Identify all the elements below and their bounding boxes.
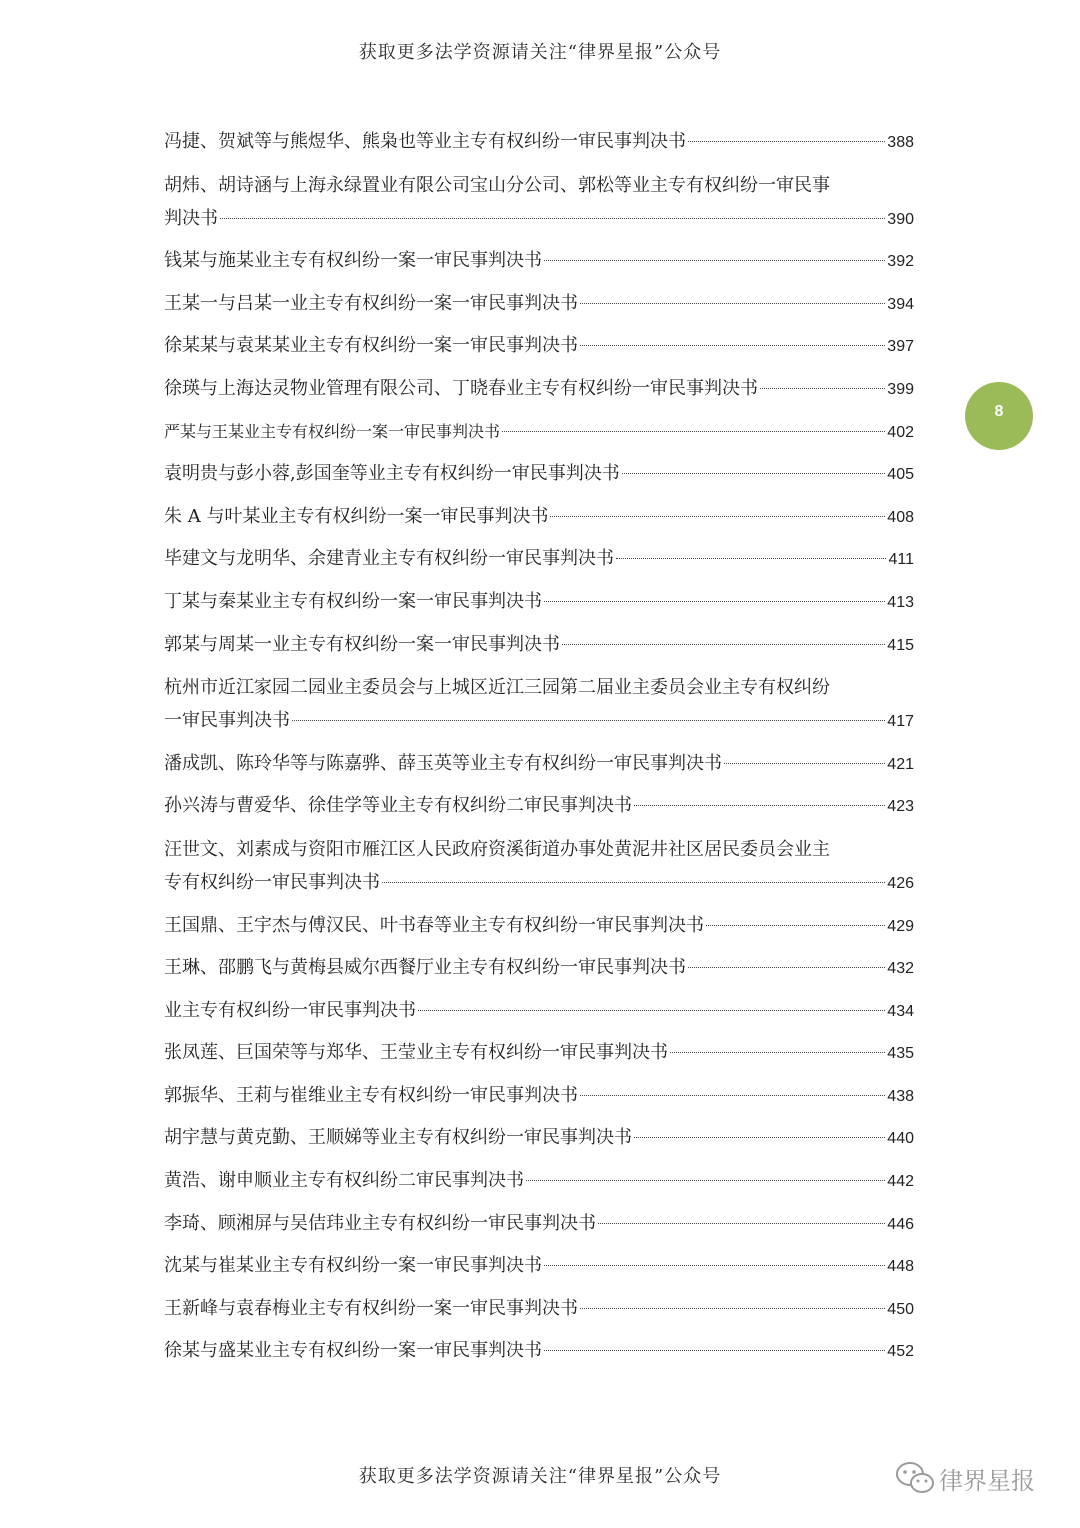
toc-entry[interactable] bbox=[164, 586, 914, 619]
toc-entry[interactable] bbox=[164, 995, 914, 1028]
dot-leader bbox=[634, 805, 885, 806]
toc-entry[interactable] bbox=[164, 458, 914, 491]
dot-leader bbox=[544, 1265, 885, 1266]
toc-entry-page-number: 432 bbox=[887, 960, 914, 978]
dot-leader bbox=[580, 1308, 885, 1309]
toc-entry-page-number: 440 bbox=[887, 1130, 914, 1148]
dot-leader bbox=[760, 388, 885, 389]
toc-entry[interactable] bbox=[164, 671, 914, 738]
toc-entry-page-number: 390 bbox=[887, 210, 914, 228]
toc-entry[interactable] bbox=[164, 952, 914, 985]
toc-entry-page-number: 408 bbox=[887, 508, 914, 526]
toc-entry-title: 孙兴涛与曹爱华、徐佳学等业主专有权纠纷二审民事判决书 bbox=[164, 795, 632, 817]
toc-entry-page-number: 423 bbox=[887, 798, 914, 816]
toc-entry[interactable] bbox=[164, 1335, 914, 1368]
toc-entry[interactable] bbox=[164, 373, 914, 406]
toc-entry-title: 袁明贵与彭小蓉,彭国奎等业主专有权纠纷一审民事判决书 bbox=[164, 463, 620, 485]
toc-entry-page-number: 411 bbox=[888, 551, 914, 569]
toc-entry-title: 王琳、邵鹏飞与黄梅县威尔西餐厅业主专有权纠纷一审民事判决书 bbox=[164, 957, 686, 979]
toc-entry-page-number: 413 bbox=[887, 593, 914, 611]
page-footer: 获取更多法学资源请关注“律界星报”公众号 bbox=[358, 1466, 722, 1487]
toc-entry[interactable] bbox=[164, 629, 914, 662]
dot-leader bbox=[220, 218, 885, 219]
toc-entry[interactable] bbox=[164, 543, 914, 576]
toc-entry-page-number: 426 bbox=[887, 874, 914, 892]
toc-entry[interactable] bbox=[164, 1037, 914, 1070]
toc-entry-page-number: 429 bbox=[887, 917, 914, 935]
dot-leader bbox=[382, 882, 885, 883]
toc-entry[interactable] bbox=[164, 833, 914, 900]
toc-entry-title: 朱 A 与叶某业主专有权纠纷一案一审民事判决书 bbox=[164, 505, 549, 527]
toc-entry-title: 判决书 bbox=[164, 207, 218, 229]
dot-leader bbox=[670, 1052, 885, 1053]
toc-entry-title-line1: 杭州市近江家园二园业主委员会与上城区近江三园第二届业主委员会业主专有权纠纷 bbox=[164, 677, 830, 699]
dot-leader bbox=[544, 1350, 885, 1351]
page-number-badge: 8 bbox=[965, 382, 1033, 450]
toc-entry-title: 严某与王某业主专有权纠纷一案一审民事判决书 bbox=[164, 421, 501, 441]
toc-entry-title: 黄浩、谢申顺业主专有权纠纷二审民事判决书 bbox=[164, 1170, 524, 1192]
toc-entry-page-number: 452 bbox=[887, 1343, 914, 1361]
toc-entry-page-number: 450 bbox=[887, 1300, 914, 1318]
dot-leader bbox=[544, 601, 885, 602]
toc-entry-page-number: 448 bbox=[887, 1258, 914, 1276]
toc-entry-title-line1: 汪世文、刘素成与资阳市雁江区人民政府资溪街道办事处黄泥井社区居民委员会业主 bbox=[164, 838, 830, 860]
toc-entry[interactable] bbox=[164, 126, 914, 159]
toc-entry-title-line1: 胡炜、胡诗涵与上海永绿置业有限公司宝山分公司、郭松等业主专有权纠纷一审民事 bbox=[164, 174, 830, 196]
toc-entry-page-number: 392 bbox=[887, 253, 914, 271]
toc-entry[interactable] bbox=[164, 169, 914, 236]
dot-leader bbox=[292, 720, 885, 721]
toc-entry[interactable] bbox=[164, 910, 914, 943]
toc-entry-title: 潘成凯、陈玲华等与陈嘉骅、薛玉英等业主专有权纠纷一审民事判决书 bbox=[164, 752, 722, 774]
toc-entry-title: 郭某与周某一业主专有权纠纷一案一审民事判决书 bbox=[164, 633, 560, 655]
toc-entry[interactable] bbox=[164, 790, 914, 823]
dot-leader bbox=[562, 644, 885, 645]
toc-entry[interactable] bbox=[164, 416, 914, 449]
dot-leader bbox=[544, 260, 885, 261]
toc-entry-page-number: 434 bbox=[887, 1002, 914, 1020]
toc-entry-page-number: 446 bbox=[887, 1215, 914, 1233]
toc-entry-page-number: 388 bbox=[887, 134, 914, 151]
dot-leader bbox=[616, 558, 886, 559]
dot-leader bbox=[688, 141, 885, 142]
dot-leader bbox=[706, 925, 885, 926]
toc-entry[interactable] bbox=[164, 288, 914, 321]
dot-leader bbox=[634, 1137, 885, 1138]
dot-leader bbox=[580, 1095, 885, 1096]
toc-entry[interactable] bbox=[164, 1250, 914, 1283]
toc-entry-title: 业主专有权纠纷一审民事判决书 bbox=[164, 999, 416, 1021]
dot-leader bbox=[580, 303, 885, 304]
dot-leader bbox=[724, 763, 885, 764]
watermark bbox=[895, 1458, 1035, 1498]
toc-entry-page-number: 417 bbox=[887, 713, 914, 731]
toc-entry-page-number: 405 bbox=[887, 466, 914, 484]
toc-entry[interactable] bbox=[164, 1208, 914, 1241]
toc-entry-title: 徐瑛与上海达灵物业管理有限公司、丁晓春业主专有权纠纷一审民事判决书 bbox=[164, 377, 758, 399]
toc-entry-title: 丁某与秦某业主专有权纠纷一案一审民事判决书 bbox=[164, 590, 542, 612]
toc-entry[interactable] bbox=[164, 1080, 914, 1113]
toc-entry-title: 王新峰与袁春梅业主专有权纠纷一案一审民事判决书 bbox=[164, 1297, 578, 1319]
dot-leader bbox=[598, 1223, 885, 1224]
page-header: 获取更多法学资源请关注“律界星报”公众号 bbox=[358, 42, 722, 63]
toc-entry-title: 冯捷、贺斌等与熊煜华、熊枭也等业主专有权纠纷一审民事判决书 bbox=[164, 131, 686, 152]
dot-leader bbox=[580, 345, 885, 346]
toc-entry-title: 专有权纠纷一审民事判决书 bbox=[164, 871, 380, 893]
dot-leader bbox=[688, 967, 885, 968]
toc-entry-page-number: 421 bbox=[887, 755, 914, 773]
toc-entry[interactable] bbox=[164, 1122, 914, 1155]
dot-leader bbox=[502, 431, 885, 432]
toc-entry[interactable] bbox=[164, 1165, 914, 1198]
toc-entry-title: 钱某与施某业主专有权纠纷一案一审民事判决书 bbox=[164, 250, 542, 272]
toc-entry-title: 徐某某与袁某某业主专有权纠纷一案一审民事判决书 bbox=[164, 335, 578, 357]
toc-entry-title: 胡宇慧与黄克勤、王顺娣等业主专有权纠纷一审民事判决书 bbox=[164, 1127, 632, 1149]
toc-entry[interactable] bbox=[164, 501, 914, 534]
toc-entry-title: 王某一与吕某一业主专有权纠纷一案一审民事判决书 bbox=[164, 292, 578, 314]
toc-entry-title: 一审民事判决书 bbox=[164, 710, 290, 732]
toc-entry-title: 张凤莲、巨国荣等与郑华、王莹业主专有权纠纷一审民事判决书 bbox=[164, 1042, 668, 1064]
wechat-icon bbox=[895, 1460, 935, 1496]
dot-leader bbox=[526, 1180, 885, 1181]
toc-entry[interactable] bbox=[164, 245, 914, 278]
toc-entry-title: 李琦、顾湘屏与吴佶玮业主专有权纠纷一审民事判决书 bbox=[164, 1212, 596, 1234]
toc-entry-page-number: 399 bbox=[887, 380, 914, 398]
toc-entry-page-number: 394 bbox=[887, 295, 914, 313]
table-of-contents bbox=[164, 126, 914, 1378]
toc-entry[interactable] bbox=[164, 748, 914, 781]
toc-entry-page-number: 402 bbox=[887, 423, 914, 441]
toc-entry-page-number: 415 bbox=[887, 636, 914, 654]
toc-entry-title: 郭振华、王莉与崔维业主专有权纠纷一审民事判决书 bbox=[164, 1084, 578, 1106]
toc-entry-page-number: 397 bbox=[887, 338, 914, 356]
toc-entry[interactable] bbox=[164, 330, 914, 363]
toc-entry-title: 沈某与崔某业主专有权纠纷一案一审民事判决书 bbox=[164, 1255, 542, 1277]
toc-entry-title: 毕建文与龙明华、余建青业主专有权纠纷一审民事判决书 bbox=[164, 548, 614, 570]
dot-leader bbox=[550, 516, 885, 517]
dot-leader bbox=[622, 473, 886, 474]
watermark-text: 律界星报 bbox=[939, 1466, 1035, 1495]
toc-entry-page-number: 442 bbox=[887, 1173, 914, 1191]
dot-leader bbox=[418, 1010, 885, 1011]
toc-entry-title: 王国鼎、王宇杰与傅汉民、叶书春等业主专有权纠纷一审民事判决书 bbox=[164, 914, 704, 936]
toc-entry-title: 徐某与盛某业主专有权纠纷一案一审民事判决书 bbox=[164, 1340, 542, 1362]
toc-entry-page-number: 438 bbox=[887, 1087, 914, 1105]
toc-entry[interactable] bbox=[164, 1293, 914, 1326]
toc-entry-page-number: 435 bbox=[887, 1045, 914, 1063]
